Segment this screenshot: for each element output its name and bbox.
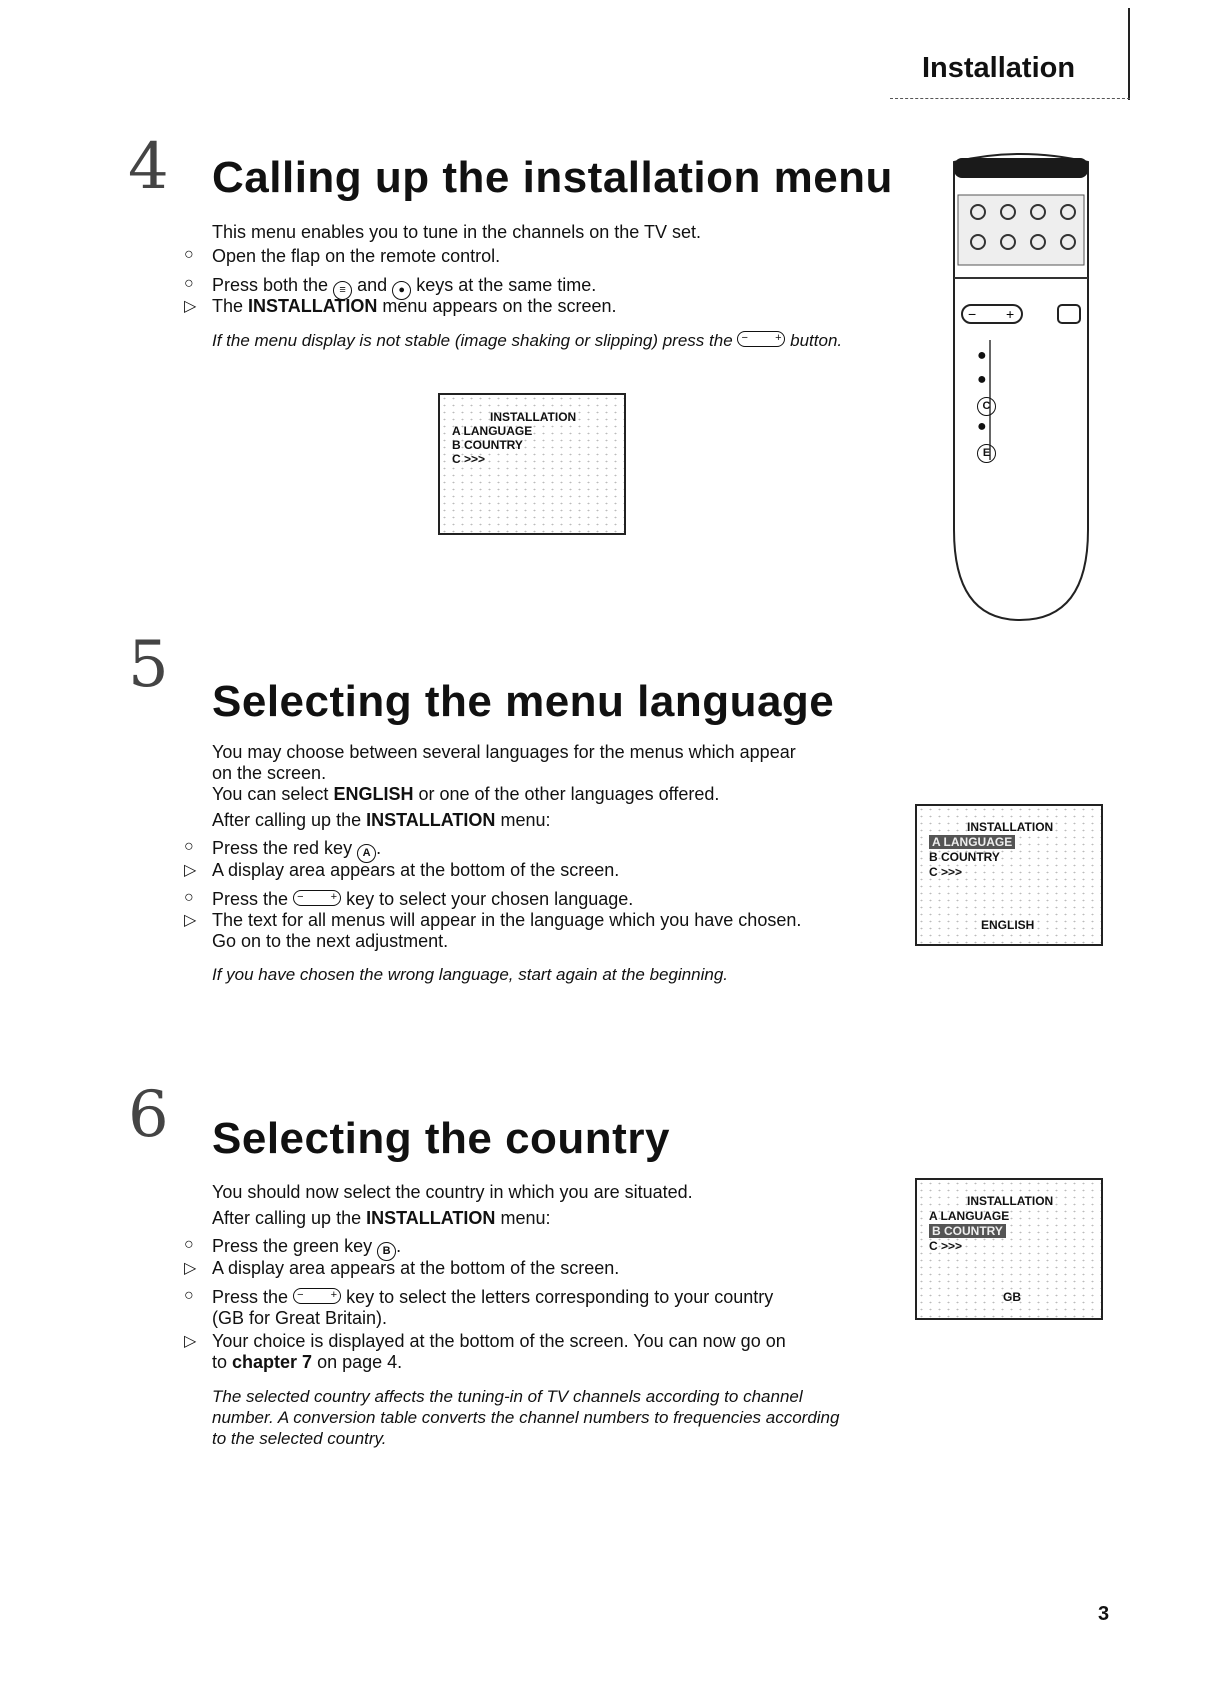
screen-value: ENGLISH bbox=[981, 918, 1035, 932]
result-text: Go on to the next adjustment. bbox=[212, 931, 449, 951]
result-text: The INSTALLATION menu appears on the screen. bbox=[212, 296, 617, 316]
section-number: 5 bbox=[128, 628, 169, 702]
intro-text: You should now select the country in which you are situated. bbox=[212, 1182, 693, 1202]
screen-menu-item: B COUNTRY bbox=[929, 850, 1000, 864]
remote-control-illustration bbox=[950, 150, 1090, 630]
result-text: Your choice is displayed at the bottom of the screen. You can now go on bbox=[212, 1331, 786, 1351]
tv-screen-illustration bbox=[438, 393, 626, 535]
section-title: Calling up the installation menu bbox=[212, 153, 893, 202]
screen-menu-item-selected: A LANGUAGE bbox=[929, 835, 1015, 849]
step-bullet-icon: ○ bbox=[184, 1287, 194, 1304]
step-text: (GB for Great Britain). bbox=[212, 1308, 388, 1328]
info-text: After calling up the INSTALLATION menu: bbox=[212, 810, 551, 830]
screen-value: GB bbox=[1003, 1290, 1021, 1304]
screen-menu-item: A LANGUAGE bbox=[452, 424, 533, 438]
note-text: number. A conversion table converts the channel numbers to frequencies according bbox=[212, 1408, 840, 1427]
intro-text: on the screen. bbox=[212, 763, 327, 783]
result-text: to chapter 7 on page 4. bbox=[212, 1352, 403, 1372]
info-text: After calling up the INSTALLATION menu: bbox=[212, 1208, 551, 1228]
screen-menu-item: B COUNTRY bbox=[452, 438, 523, 452]
intro-text: This menu enables you to tune in the channels on the TV set. bbox=[212, 222, 701, 242]
remote-key-e-icon: E bbox=[977, 441, 996, 463]
remote-key-d-icon: ● bbox=[977, 418, 987, 435]
red-key-icon: A bbox=[357, 844, 376, 863]
screen-menu-item-selected: B COUNTRY bbox=[929, 1224, 1006, 1238]
step-bullet-icon: ○ bbox=[184, 838, 194, 855]
page-number: 3 bbox=[1098, 1603, 1110, 1625]
header-underline bbox=[890, 98, 1130, 100]
section-number: 6 bbox=[128, 1078, 169, 1152]
green-key-icon: B bbox=[377, 1242, 396, 1261]
note-text: to the selected country. bbox=[212, 1429, 387, 1448]
tv-screen-illustration bbox=[915, 804, 1103, 946]
result-text: A display area appears at the bottom of the screen. bbox=[212, 860, 620, 880]
header-divider bbox=[1128, 8, 1130, 100]
section-title: Selecting the country bbox=[212, 1114, 670, 1163]
svg-text:−: − bbox=[968, 306, 977, 322]
screen-menu-title: INSTALLATION bbox=[967, 1194, 1054, 1208]
info-text: You can select ENGLISH or one of the other languages offered. bbox=[212, 784, 720, 804]
intro-text: You may choose between several languages for the menus which appear bbox=[212, 742, 796, 762]
result-arrow-icon: ▷ bbox=[184, 862, 197, 879]
result-arrow-icon: ▷ bbox=[184, 1333, 197, 1350]
screen-menu-item: C >>> bbox=[929, 865, 963, 879]
result-text: The text for all menus will appear in the language which you have chosen. bbox=[212, 910, 802, 930]
page-section-label: Installation bbox=[922, 52, 1076, 84]
screen-menu-item: A LANGUAGE bbox=[929, 1209, 1010, 1223]
program-key-icon: − + bbox=[737, 331, 785, 347]
result-arrow-icon: ▷ bbox=[184, 1260, 197, 1277]
step-bullet-icon: ○ bbox=[184, 1236, 194, 1253]
step-text: Press the red key A . bbox=[212, 837, 381, 863]
note-text: If the menu display is not stable (image shaking or slipping) press the − + button. bbox=[212, 331, 843, 350]
minus-plus-key-icon: − + bbox=[293, 1288, 341, 1304]
step-bullet-icon: ○ bbox=[184, 246, 194, 263]
step-text: Open the flap on the remote control. bbox=[212, 246, 501, 266]
screen-menu-item: C >>> bbox=[929, 1239, 963, 1253]
screen-menu-item: C >>> bbox=[452, 452, 486, 466]
step-bullet-icon: ○ bbox=[184, 889, 194, 906]
result-text: A display area appears at the bottom of the screen. bbox=[212, 1258, 620, 1278]
note-text: The selected country affects the tuning-in of TV channels according to channel bbox=[212, 1387, 803, 1406]
step-text: Press the − + key to select the letters corresponding to your country bbox=[212, 1287, 774, 1307]
screen-menu-title: INSTALLATION bbox=[490, 410, 577, 424]
minus-plus-key-icon: − + bbox=[293, 890, 341, 906]
step-text: Press the green key B . bbox=[212, 1235, 401, 1261]
svg-text:+: + bbox=[1006, 306, 1015, 322]
menu-key-icon: ≡ bbox=[333, 281, 352, 300]
section-title: Selecting the menu language bbox=[212, 677, 835, 726]
remote-key-b-icon: ● bbox=[977, 371, 987, 388]
step-text: Press both the ≡ and ● keys at the same time. bbox=[212, 274, 596, 300]
remote-key-c-icon: C bbox=[977, 394, 996, 416]
step-bullet-icon: ○ bbox=[184, 275, 194, 292]
result-arrow-icon: ▷ bbox=[184, 912, 197, 929]
remote-key-a-icon: ● bbox=[977, 347, 987, 364]
tv-screen-illustration bbox=[915, 1178, 1103, 1320]
note-text: If you have chosen the wrong language, start again at the beginning. bbox=[212, 965, 729, 984]
screen-menu-title: INSTALLATION bbox=[967, 820, 1054, 834]
section-number: 4 bbox=[128, 130, 169, 204]
step-text: Press the − + key to select your chosen language. bbox=[212, 889, 634, 909]
record-key-icon: ● bbox=[392, 281, 411, 300]
result-arrow-icon: ▷ bbox=[184, 298, 197, 315]
